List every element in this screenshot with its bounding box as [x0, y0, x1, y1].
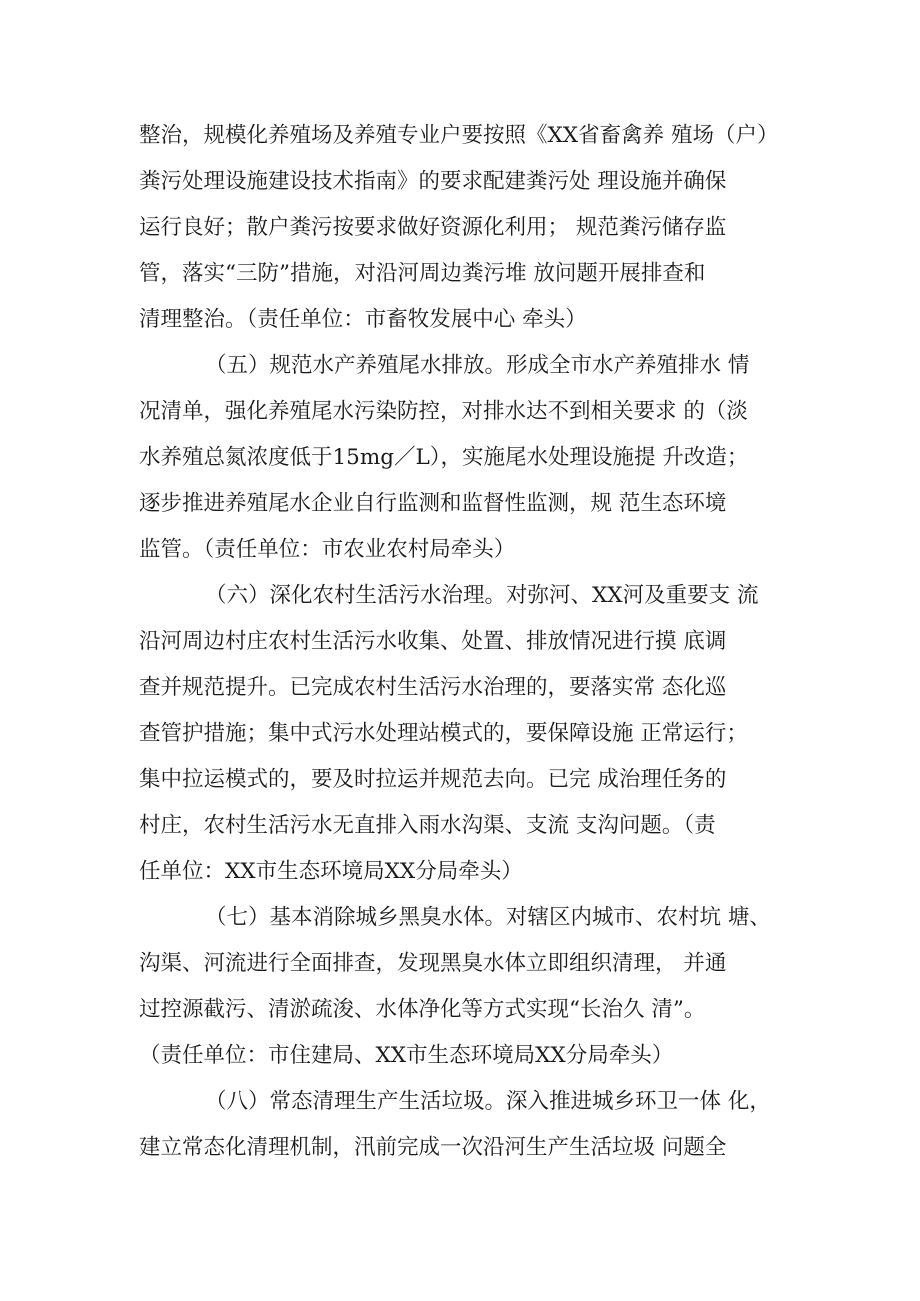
- text-line: 查并规范提升。已完成农村生活污水治理的，要落实常 态化巡: [139, 675, 727, 700]
- text-line: 村庄，农村生活污水无直排入雨水沟渠、支流 支沟问题。（责: [139, 813, 716, 838]
- text-line: （五）规范水产养殖尾水排放。形成全市水产养殖排水 情: [205, 353, 750, 378]
- text-line: 沿河周边村庄农村生活污水收集、处置、排放情况进行摸 底调: [139, 629, 727, 654]
- text-line: 任单位：XX市生态环境局XX分局牵头）: [139, 859, 523, 884]
- text-line: 查管护措施；集中式污水处理站模式的，要保障设施 正常运行；: [139, 721, 748, 746]
- text-line: 况清单，强化养殖尾水污染防控，对排水达不到相关要求 的（淡: [139, 399, 748, 424]
- text-line: 粪污处理设施建设技术指南》的要求配建粪污处 理设施并确保: [139, 169, 727, 194]
- text-line: 建立常态化清理机制，汛前完成一次沿河生产生活垃圾 问题全: [139, 1135, 727, 1160]
- text-line: （责任单位：市住建局、XX市生态环境局XX分局牵头）: [139, 1043, 674, 1068]
- text-line: 逐步推进养殖尾水企业自行监测和监督性监测，规 范生态环境: [139, 491, 727, 516]
- text-line: 过控源截污、清淤疏浚、水体净化等方式实现“长治久 清”。: [139, 997, 706, 1022]
- text-line: 集中拉运模式的，要及时拉运并规范去向。已完 成治理任务的: [139, 767, 727, 792]
- text-line: （六）深化农村生活污水治理。对弥河、XX河及重要支 流: [205, 583, 759, 608]
- text-line: 管，落实“三防”措施，对沿河周边粪污堆 放问题开展排查和: [139, 261, 706, 286]
- text-line: 运行良好；散户粪污按要求做好资源化利用； 规范粪污储存监: [139, 215, 727, 240]
- document-body: [139, 113, 789, 1171]
- text-line: 沟渠、河流进行全面排查，发现黑臭水体立即组织清理， 并通: [139, 951, 727, 976]
- text-line: （八）常态清理生产生活垃圾。深入推进城乡环卫一体 化，: [205, 1089, 771, 1114]
- text-line: 监管。（责任单位：市农业农村局牵头）: [139, 537, 516, 562]
- text-line: 整治，规模化养殖场及养殖专业户要按照《XX省畜禽养 殖场（户）: [139, 123, 779, 148]
- text-line: （七）基本消除城乡黑臭水体。对辖区内城市、农村坑 塘、: [205, 905, 771, 930]
- text-line: 清理整治。（责任单位：市畜牧发展中心 牵头）: [139, 307, 587, 332]
- text-line: 水养殖总氮浓度低于15mg／L），实施尾水处理设施提 升改造；: [139, 445, 749, 470]
